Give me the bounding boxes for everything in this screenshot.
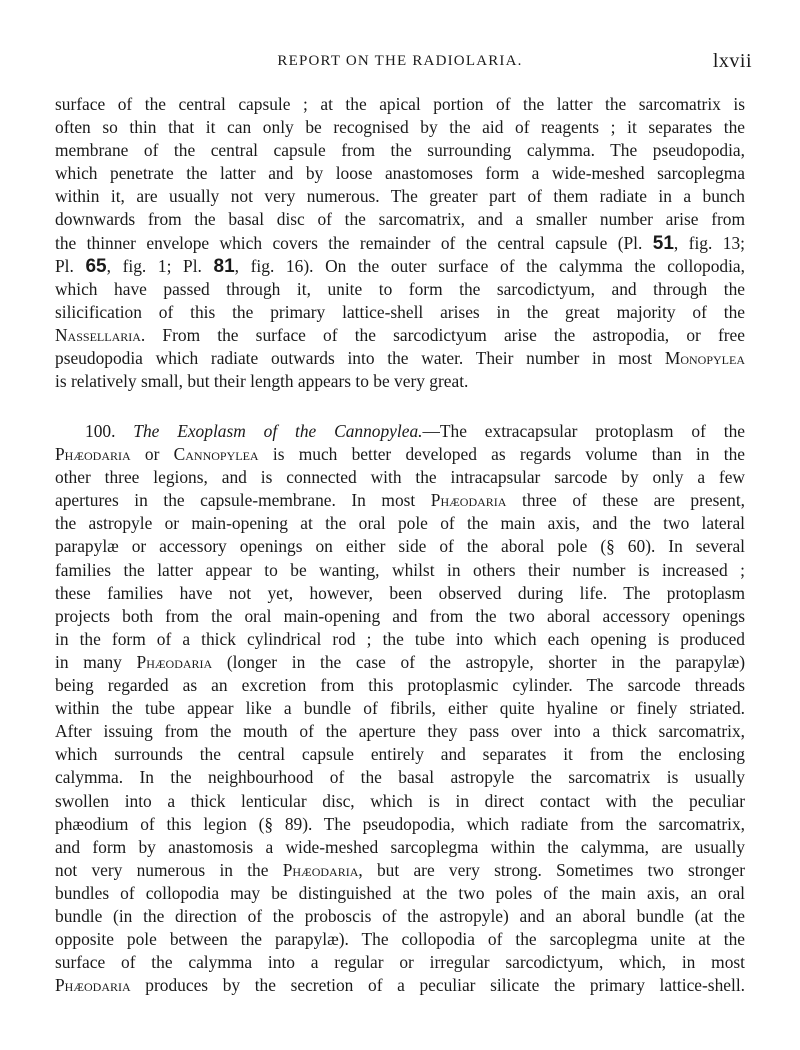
text-line: is relatively small, but their length appears to be very great. [55, 371, 469, 392]
text-line: bundles of collopodia may be distinguished at the two poles of the main axis, an oral [55, 882, 745, 903]
text-line: other three legions, and is connected with the intracapsular sarcode by only a few [55, 467, 745, 488]
text-line: and form by anastomosis a wide-meshed sarcoplegma within the calymma, are usually [55, 836, 745, 857]
text-line: within it, are usually not very numerous. The greater part of them radiate in a bunch [55, 186, 745, 207]
text-line: membrane of the central capsule from the surrounding calymma. The pseudopodia, [55, 140, 745, 161]
text-line [55, 324, 745, 347]
text-run: From the surface of the sarcodictyum arise the astropodia, or free [145, 324, 745, 345]
text-line: bundle (in the direction of the proboscis of the astropyle) and an aboral bundle (at the [55, 905, 745, 926]
text-line: downwards from the basal disc of the sarcomatrix, and a smaller number arise from [55, 209, 745, 230]
text-line [55, 443, 745, 466]
text-run: —The extracapsular protoplasm of the [422, 421, 745, 441]
text-line: silicification of this the primary lattice-shell arises in the great majority of the [55, 301, 745, 322]
text-line: opposite pole between the parapylæ). The collopodia of the sarcoplegma unite at the [55, 929, 745, 950]
text-line: the astropyle or main-opening at the oral pole of the main axis, and the two lateral [55, 513, 745, 534]
text-run: produces by the secretion of a peculiar silicate the primary lattice-shell. [130, 975, 745, 996]
taxon-name: Phæodaria [55, 444, 131, 465]
text-run: , fig. 1; Pl. [106, 255, 214, 276]
text-line: these families have not yet, however, been observed during life. The protoplasm [55, 582, 745, 603]
text-line: families the latter appear to be wanting, whilst in others their number is increased ; [55, 559, 745, 580]
running-title: REPORT ON THE RADIOLARIA. [277, 53, 523, 69]
taxon-name: Phæodaria [282, 859, 359, 880]
text-line: which penetrate the latter and by loose anastomoses form a wide-meshed sarcoplegma [55, 163, 745, 184]
text-line [55, 489, 745, 512]
text-line [55, 232, 745, 255]
text-line: which have passed through it, unite to form the sarcodictyum, and through the [55, 278, 745, 299]
text-line: often so thin that it can only be recognised by the aid of reagents ; it separates the [55, 117, 745, 138]
plate-reference: 65 [85, 255, 107, 277]
text-run: or [130, 444, 174, 465]
text-line: which surrounds the central capsule entirely and separates it from the enclosing [55, 744, 745, 765]
text-line: surface of the central capsule ; at the apical portion of the latter the sarcomatrix is [55, 94, 745, 114]
text-line: projects both from the oral main-opening and from the two aboral accessory openings [55, 605, 745, 626]
taxon-name: Cannopylea [173, 444, 259, 465]
text-line: surface of the calymma into a regular or irregular sarcodictyum, which, in most [55, 952, 745, 973]
taxon-name: Phæodaria [55, 975, 131, 996]
text-run: apertures in the capsule-membrane. In most [55, 490, 431, 511]
plate-reference: 81 [213, 255, 235, 277]
text-run: Pl. [55, 255, 86, 276]
text-run: pseudopodia which radiate outwards into the water. Their number in most [55, 348, 665, 369]
section-number: 100. [85, 421, 134, 441]
text-line: in the form of a thick cylindrical rod ; the tube into which each opening is produced [55, 628, 745, 649]
text-line [55, 347, 745, 370]
text-run: (longer in the case of the astropyle, shorter in the parapylæ) [212, 651, 746, 672]
text-line [55, 255, 745, 278]
taxon-name: Phæodaria [430, 490, 507, 511]
text-run: is much better developed as regards volume than in the [258, 444, 745, 465]
text-line [55, 859, 745, 882]
text-run: the thinner envelope which covers the remainder of the central capsule (Pl. [55, 232, 653, 253]
taxon-name: Monopylea [664, 348, 745, 369]
page-number: lxvii [712, 50, 752, 72]
text-line: within the tube appear like a bundle of fibrils, either quite hyaline or finely striated. [55, 698, 745, 719]
text-line: calymma. In the neighbourhood of the basal astropyle the sarcomatrix is usually [55, 767, 745, 788]
text-run: , but are very strong. Sometimes two stronger [358, 859, 745, 880]
text-run: , fig. 13; [673, 232, 745, 253]
section-title: The Exoplasm of the Cannopylea. [133, 421, 423, 441]
text-line: being regarded as an excretion from this protoplasmic cylinder. The sarcode threads [55, 675, 745, 696]
taxon-name: Phæodaria [136, 651, 213, 672]
text-line: After issuing from the mouth of the aperture they pass over into a thick sarcomatrix, [55, 721, 745, 742]
text-line [55, 420, 745, 443]
text-line [55, 974, 745, 997]
plate-reference: 51 [652, 232, 674, 254]
text-run: three of these are present, [506, 490, 745, 511]
text-line: swollen into a thick lenticular disc, which is in direct contact with the peculiar [55, 790, 745, 811]
text-line: parapylæ or accessory openings on either side of the aboral pole (§ 60). In several [55, 536, 745, 557]
text-run: not very numerous in the [55, 859, 283, 880]
paragraph-2 [55, 420, 745, 997]
taxon-name: Nassellaria. [55, 324, 146, 345]
text-run: in many [55, 651, 137, 672]
page-header [0, 50, 800, 74]
text-line [55, 651, 745, 674]
paragraph-1 [55, 93, 745, 393]
text-run: , fig. 16). On the outer surface of the calymma the collopodia, [234, 255, 745, 276]
text-line: phæodium of this legion (§ 89). The pseudopodia, which radiate from the sarcomatrix, [55, 813, 745, 834]
